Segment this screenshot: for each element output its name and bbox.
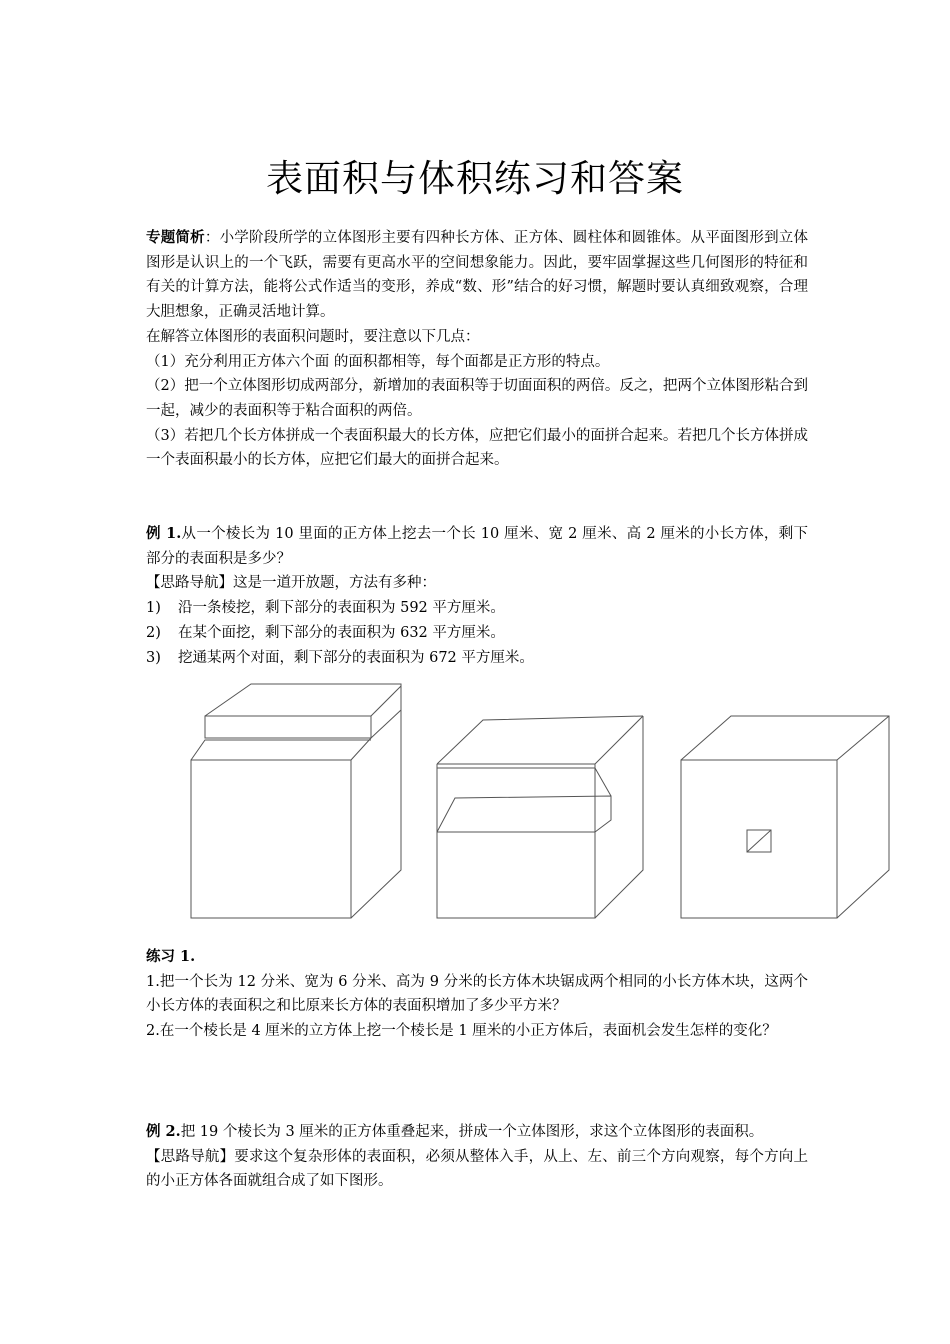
cube-figures bbox=[185, 680, 897, 922]
example-2-label: 例 2. bbox=[146, 1123, 181, 1140]
practice-1-label: 练习 1. bbox=[146, 948, 196, 965]
example-1-question bbox=[146, 522, 808, 571]
example-2-question bbox=[146, 1120, 808, 1145]
example-2-hint: 【思路导航】要求这个复杂形体的表面积，必须从整体入手，从上、左、前三个方向观察，每个方向上的小正方体各面就组合成了如下图形。 bbox=[146, 1148, 808, 1190]
intro-section bbox=[146, 226, 808, 473]
example-2-section bbox=[146, 1120, 808, 1194]
figure-face-cut-cube bbox=[437, 716, 643, 918]
intro-point: （1）充分利用正方体六个面 的面积都相等，每个面都是正方形的特点。 bbox=[146, 353, 610, 370]
practice-1-item: 2.在一个棱长是 4 厘米的立方体上挖一个棱长是 1 厘米的小正方体后，表面机会发生怎样的变化？ bbox=[146, 1023, 777, 1040]
list-number: 2) bbox=[146, 624, 161, 641]
list-item bbox=[146, 621, 808, 646]
list-number: 3) bbox=[146, 649, 161, 666]
intro-paragraph bbox=[146, 226, 808, 325]
practice-1-item: 1.把一个长为 12 分米、宽为 6 分米、高为 9 分米的长方体木块锯成两个相同的小长方体木块，这两个小长方体的表面积之和比原来长方体的表面积增加了多少平方米？ bbox=[146, 973, 808, 1015]
example-1-hint: 【思路导航】这是一道开放题，方法有多种： bbox=[146, 575, 436, 592]
intro-point: （3）若把几个长方体拼成一个表面积最大的长方体，应把它们最小的面拼合起来。若把几个长方体拼成一个表面积最小的长方体，应把它们最大的面拼合起来。 bbox=[146, 427, 808, 469]
list-text: 沿一条棱挖，剩下部分的表面积为 592 平方厘米。 bbox=[178, 600, 505, 617]
list-text: 挖通某两个对面，剩下部分的表面积为 672 平方厘米。 bbox=[178, 649, 534, 666]
list-number: 1) bbox=[146, 600, 161, 617]
example-1-text: 从一个棱长为 10 里面的正方体上挖去一个长 10 厘米、宽 2 厘米、高 2 厘米的小长方体，剩下部分的表面积是多少？ bbox=[146, 526, 808, 567]
list-item bbox=[146, 596, 808, 621]
intro-text: 小学阶段所学的立体图形主要有四种长方体、正方体、圆柱体和圆锥体。从平面图形到立体图形是认识上的一个飞跃，需要有更高水平的空间想象能力。因此，要牢固掌握这些几何图形的特征和有关的计算方法，能将公式作适当的变形，养成“数、形”结合的好习惯，解题时要认真细致观察，合理大胆想象，正确灵活地计算。 bbox=[146, 230, 809, 321]
list-text: 在某个面挖，剩下部分的表面积为 632 平方厘米。 bbox=[178, 624, 505, 641]
figure-edge-cut-cube bbox=[191, 684, 401, 918]
practice-1-section bbox=[146, 945, 808, 1044]
list-item bbox=[146, 646, 808, 671]
intro-point: （2）把一个立体图形切成两部分，新增加的表面积等于切面面积的两倍。反之，把两个立体图形粘合到一起，减少的表面积等于粘合面积的两倍。 bbox=[146, 378, 808, 419]
intro-lead: 在解答立体图形的表面积问题时，要注意以下几点： bbox=[146, 328, 480, 345]
figure-through-hole-cube bbox=[681, 716, 889, 918]
example-1-section bbox=[146, 522, 808, 670]
intro-label: 专题简析 bbox=[146, 229, 205, 246]
cube-figures-drawing bbox=[185, 680, 897, 922]
page-title: 表面积与体积练习和答案 bbox=[266, 157, 684, 200]
example-1-label: 例 1. bbox=[146, 525, 182, 542]
intro-colon: ： bbox=[204, 230, 220, 246]
example-2-text: 把 19 个棱长为 3 厘米的正方体重叠起来，拼成一个立体图形，求这个立体图形的表面积。 bbox=[180, 1124, 764, 1140]
